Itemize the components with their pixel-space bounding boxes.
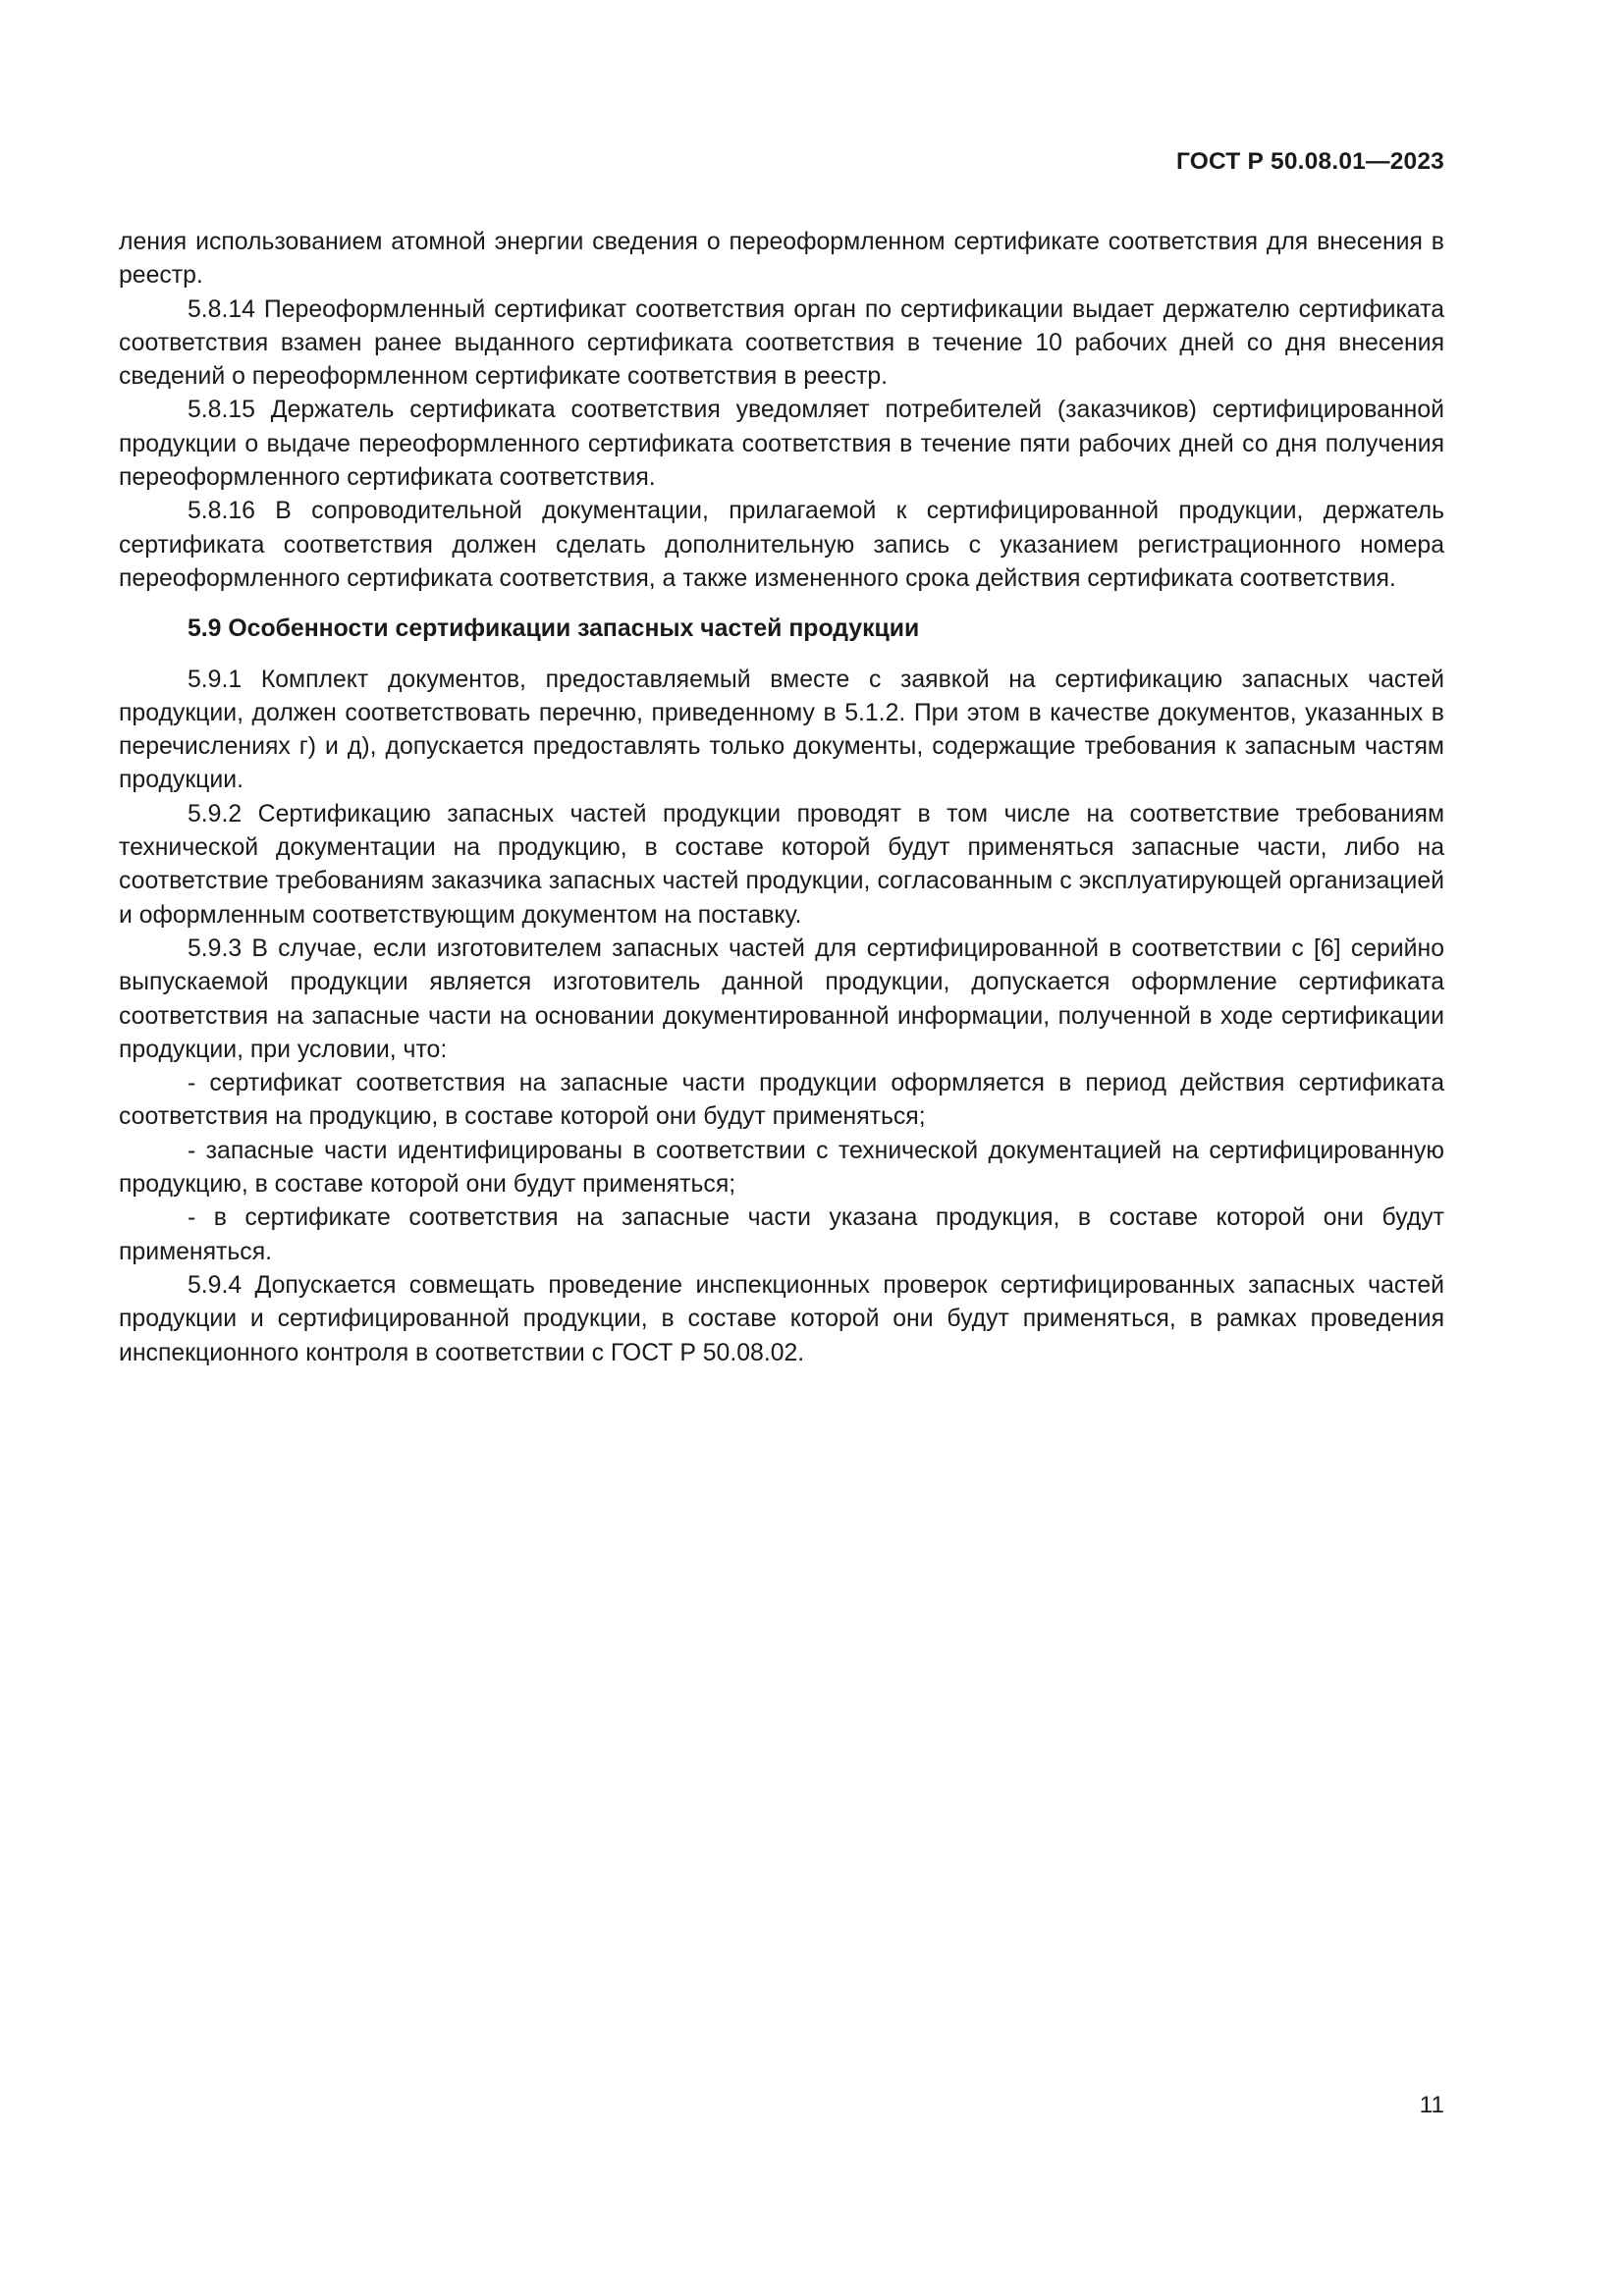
list-item-condition-3: - в сертификате соответствия на запасные части указана продукция, в составе которой они будут применяться. — [119, 1204, 1444, 1265]
paragraph-5-8-14: 5.8.14 Переоформленный сертификат соответствия орган по сертификации выдает держателю сертификата соответствия взамен ранее выданного сертификата соответствия в течение 10 рабочих дней со дня внесения сведений о переоформленном сертификате соответствия в реестр. — [119, 295, 1444, 391]
list-item-condition-1: - сертификат соответствия на запасные части продукции оформляется в период действия сертификата соответствия на продукцию, в составе которой они будут применяться; — [119, 1070, 1444, 1131]
standard-code-header: ГОСТ Р 50.08.01—2023 — [1176, 148, 1444, 175]
page-number: 11 — [1419, 2092, 1444, 2118]
list-item-condition-2: - запасные части идентифицированы в соответствии с технической документацией на сертифицированную продукцию, в составе которой они будут применяться; — [119, 1137, 1444, 1199]
paragraph-5-9-1: 5.9.1 Комплект документов, предоставляемый вместе с заявкой на сертификацию запасных частей продукции, должен соответствовать перечню, приведенному в 5.1.2. При этом в качестве документов, указанных в перечислениях г) и д), допускается предоставлять только документы, содержащие требования к запасным частям продукции. — [119, 666, 1444, 794]
paragraph-5-9-4: 5.9.4 Допускается совмещать проведение инспекционных проверок сертифицированных запасных частей продукции и сертифицированной продукции, в составе которой они будут применяться, в рамках проведения инспекционного контроля в соответствии с ГОСТ Р 50.08.02. — [119, 1271, 1444, 1366]
section-heading-5-9: 5.9 Особенности сертификации запасных частей продукции — [188, 615, 920, 643]
document-body — [119, 226, 1444, 1370]
paragraph-5-9-2: 5.9.2 Сертификацию запасных частей продукции проводят в том числе на соответствие требованиям технической документации на продукцию, в составе которой будут применяться запасные части, либо на соответствие требованиям заказчика запасных частей продукции, согласованным с эксплуатирующей организацией и оформленным соответствующим документом на поставку. — [119, 800, 1444, 929]
paragraph-5-9-3: 5.9.3 В случае, если изготовителем запасных частей для сертифицированной в соответствии с [6] серийно выпускаемой продукции является изготовитель данной продукции, допускается оформление сертификата соответствия на запасные части на основании документированной информации, полученной в ходе сертификации продукции, при условии, что: — [119, 934, 1444, 1063]
paragraph-5-8-15: 5.8.15 Держатель сертификата соответствия уведомляет потребителей (заказчиков) сертифицированной продукции о выдаче переоформленного сертификата соответствия в течение пяти рабочих дней со дня получения переоформленного сертификата соответствия. — [119, 397, 1444, 492]
paragraph-continuation: ления использованием атомной энергии сведения о переоформленном сертификате соответствия для внесения в реестр. — [119, 229, 1444, 290]
paragraph-5-8-16: 5.8.16 В сопроводительной документации, прилагаемой к сертифицированной продукции, держатель сертификата соответствия должен сделать дополнительную запись с указанием регистрационного номера переоформленного сертификата соответствия, а также измененного срока действия сертификата соответствия. — [119, 498, 1444, 592]
